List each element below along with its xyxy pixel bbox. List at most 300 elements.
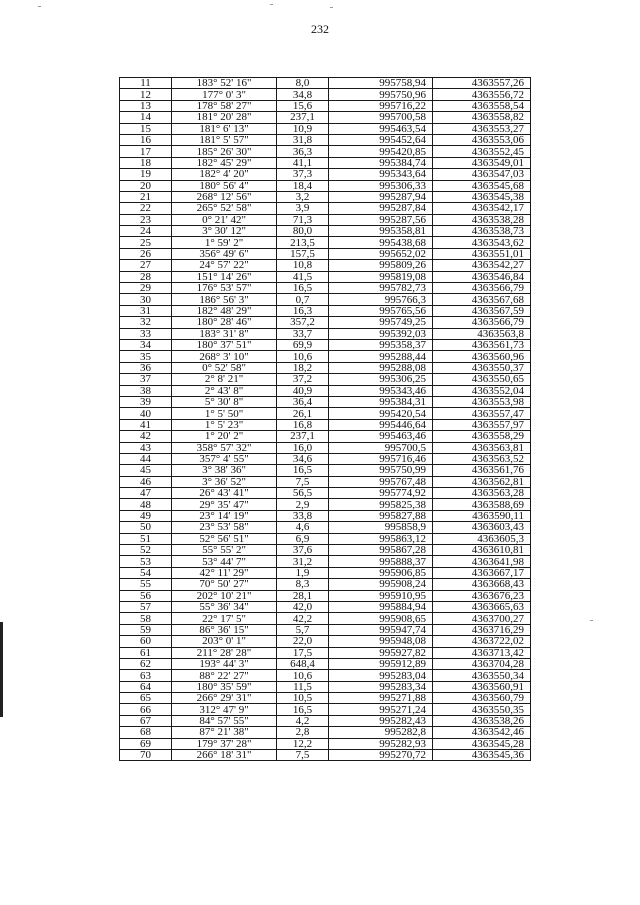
y-coordinate-cell: 4363538,28 xyxy=(433,214,531,225)
point-number-cell: 23 xyxy=(120,214,172,225)
distance-cell: 1,9 xyxy=(277,567,329,578)
table-row xyxy=(120,545,531,556)
point-number-cell: 44 xyxy=(120,453,172,464)
table-row xyxy=(120,226,531,237)
distance-cell: 7,5 xyxy=(277,476,329,487)
direction-angle-cell: 266° 18' 31" xyxy=(172,750,277,761)
point-number-cell: 67 xyxy=(120,715,172,726)
point-number-cell: 30 xyxy=(120,294,172,305)
distance-cell: 8,0 xyxy=(277,78,329,89)
y-coordinate-cell: 4363538,73 xyxy=(433,226,531,237)
direction-angle-cell: 193° 44' 3" xyxy=(172,658,277,669)
distance-cell: 7,5 xyxy=(277,750,329,761)
point-number-cell: 52 xyxy=(120,545,172,556)
point-number-cell: 36 xyxy=(120,362,172,373)
distance-cell: 10,6 xyxy=(277,351,329,362)
table-row xyxy=(120,123,531,134)
y-coordinate-cell: 4363641,98 xyxy=(433,556,531,567)
y-coordinate-cell: 4363545,38 xyxy=(433,191,531,202)
x-coordinate-cell: 995282,43 xyxy=(329,715,433,726)
coordinate-table-body xyxy=(120,78,531,761)
x-coordinate-cell: 995271,24 xyxy=(329,704,433,715)
distance-cell: 36,3 xyxy=(277,146,329,157)
y-coordinate-cell: 4363550,65 xyxy=(433,374,531,385)
direction-angle-cell: 42° 11' 29" xyxy=(172,567,277,578)
distance-cell: 80,0 xyxy=(277,226,329,237)
distance-cell: 3,9 xyxy=(277,203,329,214)
x-coordinate-cell: 995884,94 xyxy=(329,601,433,612)
point-number-cell: 24 xyxy=(120,226,172,237)
distance-cell: 8,3 xyxy=(277,579,329,590)
point-number-cell: 55 xyxy=(120,579,172,590)
direction-angle-cell: 356° 49' 6" xyxy=(172,248,277,259)
y-coordinate-cell: 4363566,79 xyxy=(433,317,531,328)
point-number-cell: 48 xyxy=(120,499,172,510)
point-number-cell: 37 xyxy=(120,374,172,385)
table-row xyxy=(120,294,531,305)
point-number-cell: 51 xyxy=(120,533,172,544)
point-number-cell: 32 xyxy=(120,317,172,328)
distance-cell: 33,7 xyxy=(277,328,329,339)
table-row xyxy=(120,328,531,339)
x-coordinate-cell: 995283,04 xyxy=(329,670,433,681)
point-number-cell: 20 xyxy=(120,180,172,191)
y-coordinate-cell: 4363551,01 xyxy=(433,248,531,259)
x-coordinate-cell: 995438,68 xyxy=(329,237,433,248)
distance-cell: 10,6 xyxy=(277,670,329,681)
x-coordinate-cell: 995947,74 xyxy=(329,624,433,635)
y-coordinate-cell: 4363558,54 xyxy=(433,100,531,111)
x-coordinate-cell: 995906,85 xyxy=(329,567,433,578)
y-coordinate-cell: 4363550,35 xyxy=(433,704,531,715)
distance-cell: 42,2 xyxy=(277,613,329,624)
distance-cell: 22,0 xyxy=(277,636,329,647)
distance-cell: 5,7 xyxy=(277,624,329,635)
direction-angle-cell: 2° 43' 8" xyxy=(172,385,277,396)
table-row xyxy=(120,146,531,157)
x-coordinate-cell: 995765,56 xyxy=(329,305,433,316)
distance-cell: 33,8 xyxy=(277,510,329,521)
point-number-cell: 63 xyxy=(120,670,172,681)
direction-angle-cell: 183° 52' 16" xyxy=(172,78,277,89)
direction-angle-cell: 23° 53' 58" xyxy=(172,522,277,533)
table-row xyxy=(120,180,531,191)
x-coordinate-cell: 995910,95 xyxy=(329,590,433,601)
point-number-cell: 15 xyxy=(120,123,172,134)
table-row xyxy=(120,283,531,294)
point-number-cell: 34 xyxy=(120,339,172,350)
table-row xyxy=(120,693,531,704)
distance-cell: 10,5 xyxy=(277,693,329,704)
direction-angle-cell: 0° 52' 58" xyxy=(172,362,277,373)
x-coordinate-cell: 995463,46 xyxy=(329,431,433,442)
x-coordinate-cell: 995271,88 xyxy=(329,693,433,704)
distance-cell: 34,6 xyxy=(277,453,329,464)
direction-angle-cell: 1° 59' 2" xyxy=(172,237,277,248)
y-coordinate-cell: 4363603,43 xyxy=(433,522,531,533)
direction-angle-cell: 24° 57' 22" xyxy=(172,260,277,271)
x-coordinate-cell: 995758,94 xyxy=(329,78,433,89)
y-coordinate-cell: 4363550,37 xyxy=(433,362,531,373)
distance-cell: 26,1 xyxy=(277,408,329,419)
x-coordinate-cell: 995908,24 xyxy=(329,579,433,590)
direction-angle-cell: 268° 3' 10" xyxy=(172,351,277,362)
y-coordinate-cell: 4363610,81 xyxy=(433,545,531,556)
y-coordinate-cell: 4363542,46 xyxy=(433,727,531,738)
y-coordinate-cell: 4363542,17 xyxy=(433,203,531,214)
scan-speck xyxy=(270,4,273,5)
x-coordinate-cell: 995867,28 xyxy=(329,545,433,556)
point-number-cell: 45 xyxy=(120,465,172,476)
direction-angle-cell: 22° 17' 5" xyxy=(172,613,277,624)
table-row xyxy=(120,579,531,590)
y-coordinate-cell: 4363713,42 xyxy=(433,647,531,658)
x-coordinate-cell: 995809,26 xyxy=(329,260,433,271)
distance-cell: 157,5 xyxy=(277,248,329,259)
distance-cell: 3,2 xyxy=(277,191,329,202)
point-number-cell: 28 xyxy=(120,271,172,282)
table-row xyxy=(120,385,531,396)
x-coordinate-cell: 995750,99 xyxy=(329,465,433,476)
distance-cell: 18,2 xyxy=(277,362,329,373)
scan-speck xyxy=(590,620,593,621)
x-coordinate-cell: 995282,8 xyxy=(329,727,433,738)
distance-cell: 41,5 xyxy=(277,271,329,282)
table-row xyxy=(120,396,531,407)
table-row xyxy=(120,112,531,123)
table-row xyxy=(120,590,531,601)
point-number-cell: 70 xyxy=(120,750,172,761)
table-row xyxy=(120,248,531,259)
y-coordinate-cell: 4363556,72 xyxy=(433,89,531,100)
x-coordinate-cell: 995358,37 xyxy=(329,339,433,350)
distance-cell: 56,5 xyxy=(277,488,329,499)
point-number-cell: 56 xyxy=(120,590,172,601)
point-number-cell: 39 xyxy=(120,396,172,407)
table-row xyxy=(120,727,531,738)
x-coordinate-cell: 995652,02 xyxy=(329,248,433,259)
x-coordinate-cell: 995452,64 xyxy=(329,134,433,145)
distance-cell: 648,4 xyxy=(277,658,329,669)
distance-cell: 16,8 xyxy=(277,419,329,430)
y-coordinate-cell: 4363561,73 xyxy=(433,339,531,350)
table-row xyxy=(120,78,531,89)
point-number-cell: 38 xyxy=(120,385,172,396)
y-coordinate-cell: 4363561,76 xyxy=(433,465,531,476)
distance-cell: 34,8 xyxy=(277,89,329,100)
distance-cell: 6,9 xyxy=(277,533,329,544)
x-coordinate-cell: 995420,85 xyxy=(329,146,433,157)
direction-angle-cell: 182° 4' 20" xyxy=(172,169,277,180)
table-row xyxy=(120,260,531,271)
table-row xyxy=(120,100,531,111)
distance-cell: 31,2 xyxy=(277,556,329,567)
y-coordinate-cell: 4363562,81 xyxy=(433,476,531,487)
point-number-cell: 64 xyxy=(120,681,172,692)
x-coordinate-cell: 995358,81 xyxy=(329,226,433,237)
direction-angle-cell: 177° 0' 3" xyxy=(172,89,277,100)
distance-cell: 37,6 xyxy=(277,545,329,556)
point-number-cell: 60 xyxy=(120,636,172,647)
x-coordinate-cell: 995782,73 xyxy=(329,283,433,294)
point-number-cell: 47 xyxy=(120,488,172,499)
x-coordinate-cell: 995384,74 xyxy=(329,157,433,168)
x-coordinate-cell: 995774,92 xyxy=(329,488,433,499)
y-coordinate-cell: 4363542,27 xyxy=(433,260,531,271)
table-row xyxy=(120,351,531,362)
table-row xyxy=(120,271,531,282)
y-coordinate-cell: 4363545,28 xyxy=(433,738,531,749)
direction-angle-cell: 358° 57' 32" xyxy=(172,442,277,453)
point-number-cell: 26 xyxy=(120,248,172,259)
x-coordinate-cell: 995749,25 xyxy=(329,317,433,328)
table-row xyxy=(120,681,531,692)
table-row xyxy=(120,191,531,202)
y-coordinate-cell: 4363558,29 xyxy=(433,431,531,442)
y-coordinate-cell: 4363563,52 xyxy=(433,453,531,464)
scan-speck xyxy=(38,6,41,7)
direction-angle-cell: 55° 36' 34" xyxy=(172,601,277,612)
point-number-cell: 49 xyxy=(120,510,172,521)
point-number-cell: 65 xyxy=(120,693,172,704)
distance-cell: 16,5 xyxy=(277,704,329,715)
table-row xyxy=(120,453,531,464)
x-coordinate-cell: 995819,08 xyxy=(329,271,433,282)
distance-cell: 213,5 xyxy=(277,237,329,248)
point-number-cell: 69 xyxy=(120,738,172,749)
table-row xyxy=(120,624,531,635)
y-coordinate-cell: 4363560,96 xyxy=(433,351,531,362)
x-coordinate-cell: 995287,94 xyxy=(329,191,433,202)
y-coordinate-cell: 4363557,26 xyxy=(433,78,531,89)
table-row xyxy=(120,510,531,521)
x-coordinate-cell: 995287,56 xyxy=(329,214,433,225)
distance-cell: 4,6 xyxy=(277,522,329,533)
x-coordinate-cell: 995863,12 xyxy=(329,533,433,544)
distance-cell: 16,3 xyxy=(277,305,329,316)
table-row xyxy=(120,738,531,749)
x-coordinate-cell: 995825,38 xyxy=(329,499,433,510)
table-row xyxy=(120,442,531,453)
x-coordinate-cell: 995282,93 xyxy=(329,738,433,749)
direction-angle-cell: 52° 56' 51" xyxy=(172,533,277,544)
x-coordinate-cell: 995750,96 xyxy=(329,89,433,100)
direction-angle-cell: 211° 28' 28" xyxy=(172,647,277,658)
distance-cell: 40,9 xyxy=(277,385,329,396)
point-number-cell: 57 xyxy=(120,601,172,612)
table-row xyxy=(120,317,531,328)
point-number-cell: 54 xyxy=(120,567,172,578)
direction-angle-cell: 181° 20' 28" xyxy=(172,112,277,123)
direction-angle-cell: 2° 8' 21" xyxy=(172,374,277,385)
y-coordinate-cell: 4363546,84 xyxy=(433,271,531,282)
point-number-cell: 25 xyxy=(120,237,172,248)
point-number-cell: 18 xyxy=(120,157,172,168)
table-row xyxy=(120,419,531,430)
distance-cell: 28,1 xyxy=(277,590,329,601)
x-coordinate-cell: 995888,37 xyxy=(329,556,433,567)
x-coordinate-cell: 995716,46 xyxy=(329,453,433,464)
direction-angle-cell: 181° 6' 13" xyxy=(172,123,277,134)
x-coordinate-cell: 995766,3 xyxy=(329,294,433,305)
direction-angle-cell: 181° 5' 57" xyxy=(172,134,277,145)
x-coordinate-cell: 995270,72 xyxy=(329,750,433,761)
direction-angle-cell: 55° 55' 2" xyxy=(172,545,277,556)
table-row xyxy=(120,339,531,350)
direction-angle-cell: 88° 22' 27" xyxy=(172,670,277,681)
y-coordinate-cell: 4363567,59 xyxy=(433,305,531,316)
point-number-cell: 59 xyxy=(120,624,172,635)
y-coordinate-cell: 4363700,27 xyxy=(433,613,531,624)
y-coordinate-cell: 4363558,82 xyxy=(433,112,531,123)
distance-cell: 0,7 xyxy=(277,294,329,305)
table-row xyxy=(120,203,531,214)
table-row xyxy=(120,408,531,419)
direction-angle-cell: 183° 31' 8" xyxy=(172,328,277,339)
direction-angle-cell: 180° 37' 51" xyxy=(172,339,277,350)
table-row xyxy=(120,750,531,761)
table-row xyxy=(120,476,531,487)
direction-angle-cell: 5° 30' 8" xyxy=(172,396,277,407)
x-coordinate-cell: 995384,31 xyxy=(329,396,433,407)
y-coordinate-cell: 4363722,02 xyxy=(433,636,531,647)
x-coordinate-cell: 995306,33 xyxy=(329,180,433,191)
x-coordinate-cell: 995463,54 xyxy=(329,123,433,134)
y-coordinate-cell: 4363563,8 xyxy=(433,328,531,339)
distance-cell: 18,4 xyxy=(277,180,329,191)
x-coordinate-cell: 995908,65 xyxy=(329,613,433,624)
y-coordinate-cell: 4363676,23 xyxy=(433,590,531,601)
point-number-cell: 66 xyxy=(120,704,172,715)
direction-angle-cell: 180° 56' 4" xyxy=(172,180,277,191)
y-coordinate-cell: 4363563,28 xyxy=(433,488,531,499)
direction-angle-cell: 84° 57' 55" xyxy=(172,715,277,726)
direction-angle-cell: 186° 56' 3" xyxy=(172,294,277,305)
y-coordinate-cell: 4363716,29 xyxy=(433,624,531,635)
table-row xyxy=(120,488,531,499)
point-number-cell: 29 xyxy=(120,283,172,294)
direction-angle-cell: 29° 35' 47" xyxy=(172,499,277,510)
y-coordinate-cell: 4363667,17 xyxy=(433,567,531,578)
distance-cell: 10,8 xyxy=(277,260,329,271)
x-coordinate-cell: 995288,44 xyxy=(329,351,433,362)
table-row xyxy=(120,374,531,385)
direction-angle-cell: 0° 21' 42" xyxy=(172,214,277,225)
distance-cell: 37,3 xyxy=(277,169,329,180)
distance-cell: 16,5 xyxy=(277,283,329,294)
point-number-cell: 50 xyxy=(120,522,172,533)
x-coordinate-cell: 995827,88 xyxy=(329,510,433,521)
table-row xyxy=(120,465,531,476)
x-coordinate-cell: 995700,5 xyxy=(329,442,433,453)
table-row xyxy=(120,636,531,647)
y-coordinate-cell: 4363553,27 xyxy=(433,123,531,134)
point-number-cell: 22 xyxy=(120,203,172,214)
point-number-cell: 46 xyxy=(120,476,172,487)
x-coordinate-cell: 995446,64 xyxy=(329,419,433,430)
point-number-cell: 19 xyxy=(120,169,172,180)
point-number-cell: 11 xyxy=(120,78,172,89)
y-coordinate-cell: 4363543,62 xyxy=(433,237,531,248)
direction-angle-cell: 3° 30' 12" xyxy=(172,226,277,237)
y-coordinate-cell: 4363553,98 xyxy=(433,396,531,407)
y-coordinate-cell: 4363605,3 xyxy=(433,533,531,544)
distance-cell: 16,5 xyxy=(277,465,329,476)
distance-cell: 36,4 xyxy=(277,396,329,407)
direction-angle-cell: 203° 0' 1" xyxy=(172,636,277,647)
point-number-cell: 58 xyxy=(120,613,172,624)
x-coordinate-cell: 995392,03 xyxy=(329,328,433,339)
direction-angle-cell: 357° 4' 55" xyxy=(172,453,277,464)
y-coordinate-cell: 4363567,68 xyxy=(433,294,531,305)
point-number-cell: 61 xyxy=(120,647,172,658)
table-row xyxy=(120,169,531,180)
y-coordinate-cell: 4363665,63 xyxy=(433,601,531,612)
y-coordinate-cell: 4363547,03 xyxy=(433,169,531,180)
distance-cell: 16,0 xyxy=(277,442,329,453)
distance-cell: 41,1 xyxy=(277,157,329,168)
direction-angle-cell: 26° 43' 41" xyxy=(172,488,277,499)
x-coordinate-cell: 995700,58 xyxy=(329,112,433,123)
table-row xyxy=(120,601,531,612)
direction-angle-cell: 151° 14' 26" xyxy=(172,271,277,282)
page-number: 232 xyxy=(311,22,329,36)
x-coordinate-cell: 995287,84 xyxy=(329,203,433,214)
distance-cell: 31,8 xyxy=(277,134,329,145)
table-row xyxy=(120,613,531,624)
direction-angle-cell: 266° 29' 31" xyxy=(172,693,277,704)
direction-angle-cell: 1° 5' 23" xyxy=(172,419,277,430)
distance-cell: 17,5 xyxy=(277,647,329,658)
point-number-cell: 16 xyxy=(120,134,172,145)
direction-angle-cell: 180° 28' 46" xyxy=(172,317,277,328)
x-coordinate-cell: 995283,34 xyxy=(329,681,433,692)
table-row xyxy=(120,522,531,533)
y-coordinate-cell: 4363668,43 xyxy=(433,579,531,590)
table-row xyxy=(120,567,531,578)
direction-angle-cell: 182° 48' 29" xyxy=(172,305,277,316)
point-number-cell: 40 xyxy=(120,408,172,419)
y-coordinate-cell: 4363552,04 xyxy=(433,385,531,396)
y-coordinate-cell: 4363545,68 xyxy=(433,180,531,191)
direction-angle-cell: 265° 52' 58" xyxy=(172,203,277,214)
direction-angle-cell: 178° 58' 27" xyxy=(172,100,277,111)
scan-edge-mark xyxy=(0,622,3,717)
direction-angle-cell: 202° 10' 21" xyxy=(172,590,277,601)
direction-angle-cell: 182° 45' 29" xyxy=(172,157,277,168)
distance-cell: 69,9 xyxy=(277,339,329,350)
point-number-cell: 43 xyxy=(120,442,172,453)
point-number-cell: 21 xyxy=(120,191,172,202)
distance-cell: 37,2 xyxy=(277,374,329,385)
point-number-cell: 17 xyxy=(120,146,172,157)
table-row xyxy=(120,715,531,726)
distance-cell: 42,0 xyxy=(277,601,329,612)
distance-cell: 2,9 xyxy=(277,499,329,510)
y-coordinate-cell: 4363553,06 xyxy=(433,134,531,145)
direction-angle-cell: 3° 38' 36" xyxy=(172,465,277,476)
point-number-cell: 13 xyxy=(120,100,172,111)
direction-angle-cell: 1° 20' 2" xyxy=(172,431,277,442)
y-coordinate-cell: 4363545,36 xyxy=(433,750,531,761)
table-row xyxy=(120,704,531,715)
table-row xyxy=(120,499,531,510)
distance-cell: 71,3 xyxy=(277,214,329,225)
x-coordinate-cell: 995343,64 xyxy=(329,169,433,180)
point-number-cell: 41 xyxy=(120,419,172,430)
x-coordinate-cell: 995927,82 xyxy=(329,647,433,658)
distance-cell: 11,5 xyxy=(277,681,329,692)
